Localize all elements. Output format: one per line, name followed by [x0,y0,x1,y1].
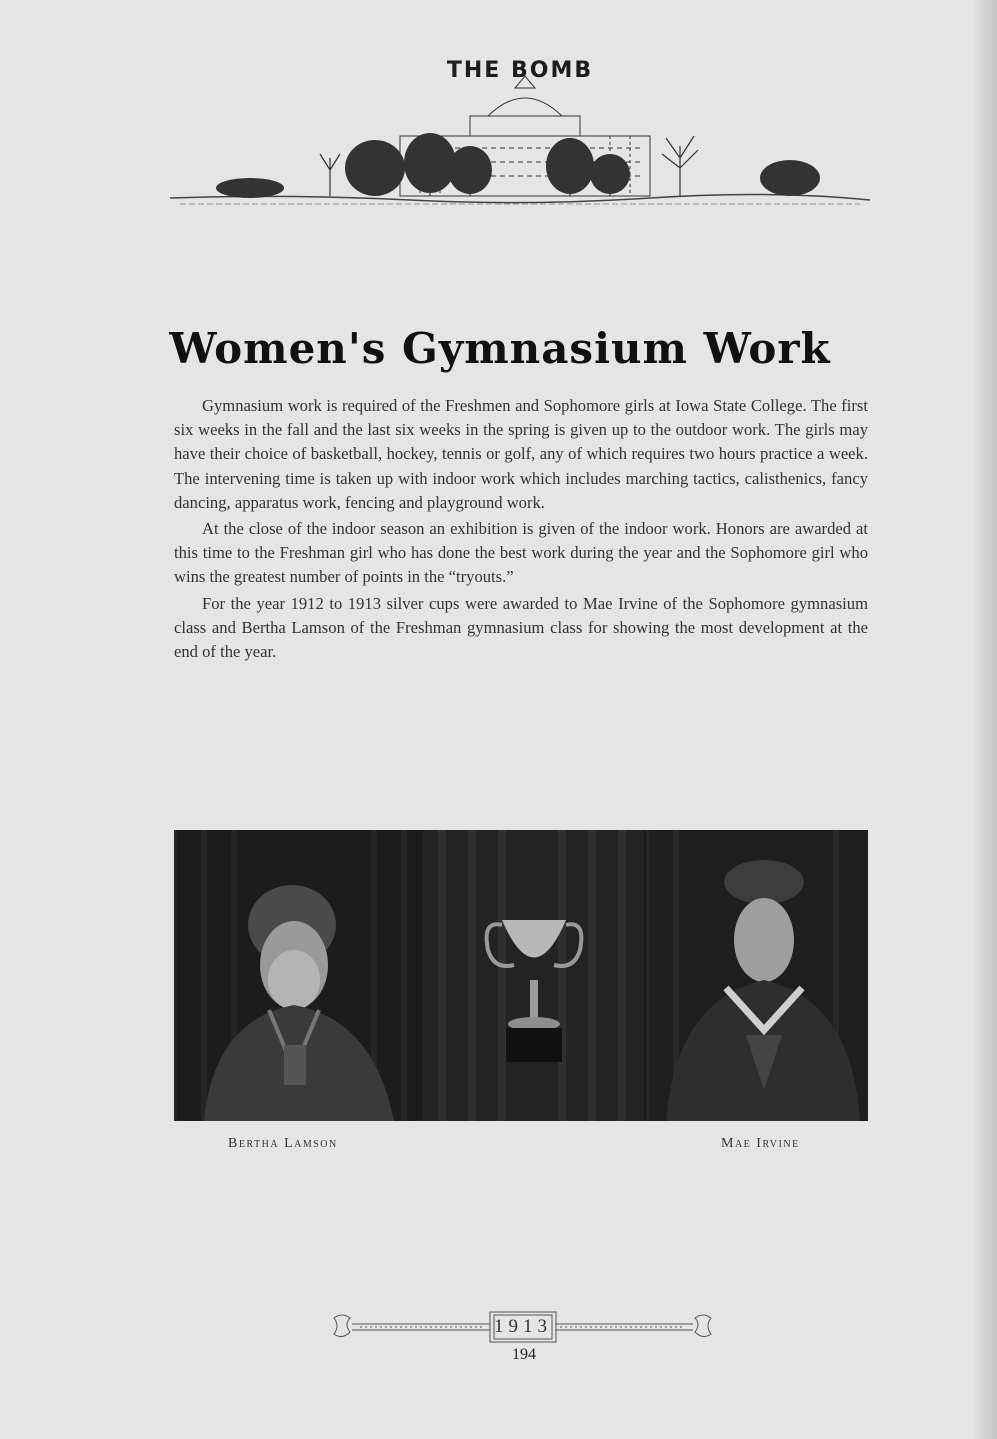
photo-strip [174,830,868,1121]
portrait-mae-irvine [646,830,868,1121]
article-body [174,394,868,666]
portrait-bertha-lamson [174,830,420,1121]
paragraph: Gymnasium work is required of the Freshmen and Sophomore girls at Iowa State College. The first six weeks in the fall and the last six weeks in the spring is given up to the outdoor work. The girls may have their choice of basketball, hockey, tennis or golf, any of which requires two hours practice a week. The intervening time is taken up with indoor work which includes marching tactics, calisthenics, fancy dancing, apparatus work, fencing and playground work. [174,396,868,512]
trophy-cup-icon [422,830,644,1121]
footer-year: 1913 [494,1316,552,1337]
photo-caption-left: Bertha Lamson [228,1136,338,1151]
portrait-photo-icon [646,830,868,1121]
page-edge-shadow [971,0,997,1439]
paragraph: At the close of the indoor season an exhibition is given of the indoor work. Honors are awarded at this time to the Freshman girl who has done the best work during the year and the Sophomore girl who wins the greatest number of points in the “tryouts.” [174,519,868,587]
header-title: THE BOMB [446,58,594,83]
portrait-photo-icon [174,830,420,1121]
campus-sketch-icon [170,58,870,210]
page-title: Women's Gymnasium Work [169,324,831,373]
header-illustration [170,58,870,210]
footer-ornament [330,1310,715,1346]
page-number: 194 [512,1346,536,1363]
photo-caption-right: Mae Irvine [721,1136,800,1151]
silver-cup-photo [422,830,644,1121]
paragraph: For the year 1912 to 1913 silver cups were awarded to Mae Irvine of the Sophomore gymnasium class and Bertha Lamson of the Freshman gymnasium class for showing the most development at the end of the year. [174,593,868,662]
